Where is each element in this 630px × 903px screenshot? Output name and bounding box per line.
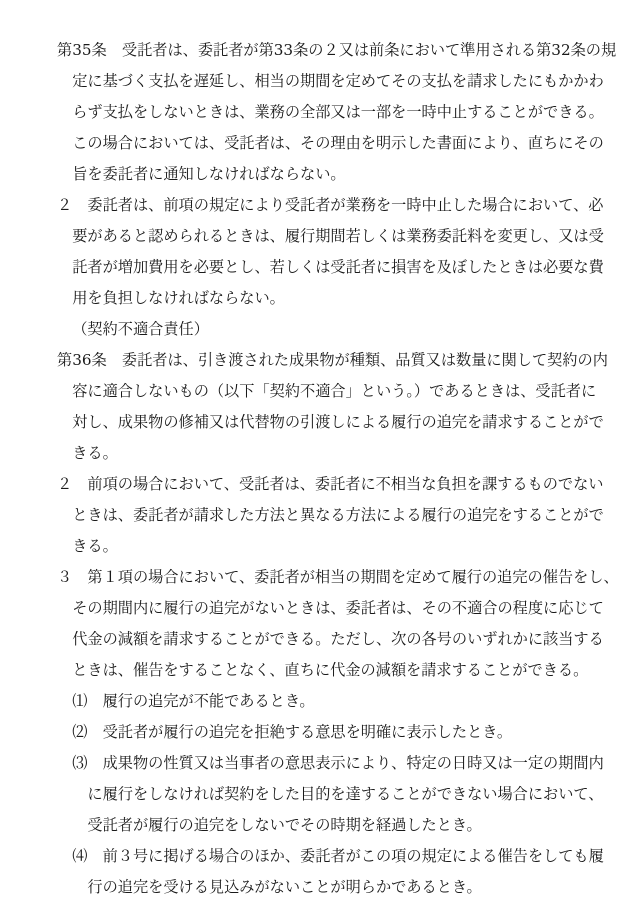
text-line: 行の追完を受ける見込みがないことが明らかであるとき。 [87,878,482,896]
text-line: ときは、委託者が請求した方法と異なる方法による履行の追完をすることがで [72,506,604,524]
text-line: その期間内に履行の追完がないときは、委託者は、その不適合の程度に応じて [72,599,604,617]
document-section-article-35 [57,35,617,314]
text-line: ３ 第１項の場合において、委託者が相当の期間を定めて履行の追完の催告をし、 [57,568,619,586]
text-line: 対し、成果物の修補又は代替物の引渡しによる履行の追完を請求することがで [72,413,604,431]
text-line: きる。 [72,444,118,462]
text-line: 定に基づく支払を遅延し、相当の期間を定めてその支払を請求したにもかかわ [72,72,604,90]
text-line: この場合においては、受託者は、その理由を明示した書面により、直ちにその [72,134,604,152]
text-line: 旨を委託者に通知しなければならない。 [72,165,346,183]
text-line: 容に適合しないもの（以下「契約不適合」という。）であるときは、受託者に [72,382,597,400]
text-line: 要があると認められるときは、履行期間若しくは業務委託料を変更し、又は受 [72,227,604,245]
text-line: きる。 [72,537,118,555]
text-line: ⑴ 履行の追完が不能であるとき。 [72,692,315,710]
text-line: 第36条 委託者は、引き渡された成果物が種類、品質又は数量に関して契約の内 [57,351,608,369]
text-line: 受託者が履行の追完をしないでその時期を経過したとき。 [87,816,482,834]
document-section-article-36 [57,345,619,903]
text-line: らず支払をしないときは、業務の全部又は一部を一時中止することができる。 [72,103,604,121]
text-line: ⑷ 前３号に掲げる場合のほか、委託者がこの項の規定による催告をしても履 [72,847,604,865]
text-line: 代金の減額を請求することができる。ただし、次の各号のいずれかに該当する [72,630,604,648]
text-line: 第35条 受託者は、委託者が第33条の２又は前条において準用される第32条の規 [57,41,617,59]
text-line: ⑶ 成果物の性質又は当事者の意思表示により、特定の日時又は一定の期間内 [72,754,604,772]
text-line: ２ 前項の場合において、受託者は、委託者に不相当な負担を課するものでない [57,475,604,493]
text-line: ときは、催告をすることなく、直ちに代金の減額を請求することができる。 [72,661,589,679]
text-line: 用を負担しなければならない。 [72,289,285,307]
document-body [57,35,619,903]
document-section-heading-contract-nonconformity [57,314,575,345]
text-line: ２ 委託者は、前項の規定により受託者が業務を一時中止した場合において、必 [57,196,604,214]
text-line: ⑵ 受託者が履行の追完を拒絶する意思を明確に表示したとき。 [72,723,513,741]
text-line: 託者が増加費用を必要とし、若しくは受託者に損害を及ぼしたときは必要な費 [72,258,604,276]
text-line: （契約不適合責任） [72,320,209,338]
text-line: に履行をしなければ契約をした目的を達することができない場合において、 [87,785,604,803]
